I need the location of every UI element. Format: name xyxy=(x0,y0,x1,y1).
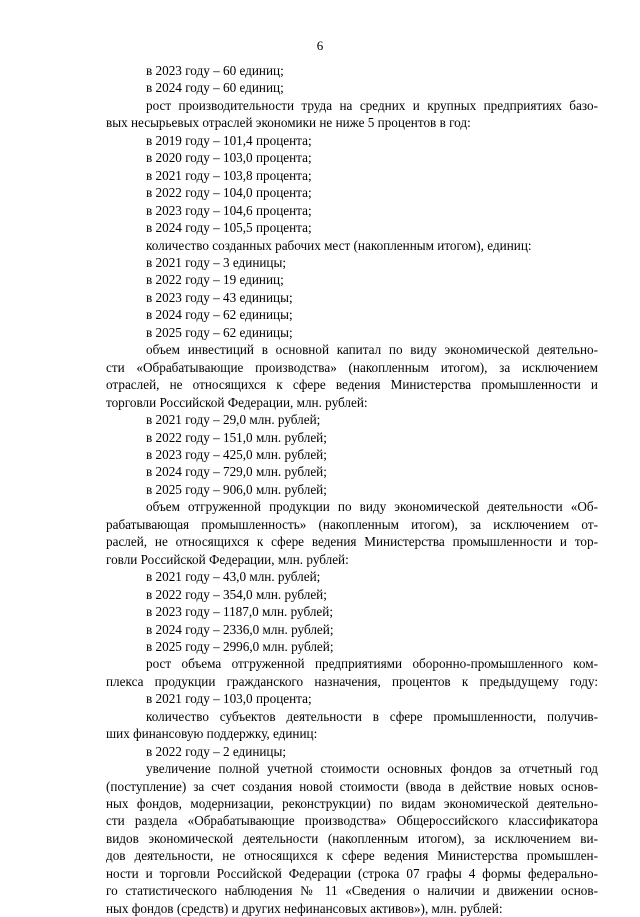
text-line: ных фондов (средств) и других нефинансовых активов»), млн. рублей: xyxy=(106,900,503,916)
text-line: в 2021 году – 103,8 процента; xyxy=(146,167,312,183)
text-line: сти раздела «Обрабатывающие производства» Общероссийского классификатора xyxy=(106,813,598,829)
text-line: ности и торговли Российской Федерации (строка 07 графы 4 формы федерально- xyxy=(106,865,598,881)
text-line: в 2024 году – 2336,0 млн. рублей; xyxy=(146,621,334,637)
text-line: в 2024 году – 62 единицы; xyxy=(146,307,293,323)
text-line: рабатывающая промышленность» (накопленным итогом), за исключением от- xyxy=(106,516,598,532)
text-line: в 2023 году – 104,6 процента; xyxy=(146,202,312,218)
text-line: в 2025 году – 2996,0 млн. рублей; xyxy=(146,638,334,654)
document-body xyxy=(106,62,598,917)
text-line: в 2022 году – 2 единицы; xyxy=(146,743,287,759)
text-line: торговли Российской Федерации, млн. рублей: xyxy=(106,394,368,410)
text-line: в 2024 году – 60 единиц; xyxy=(146,80,284,96)
text-line: рост объема отгруженной предприятиями оборонно-промышленного ком- xyxy=(146,656,598,672)
text-line: в 2023 году – 60 единиц; xyxy=(146,63,284,78)
text-line: в 2023 году – 425,0 млн. рублей; xyxy=(146,446,327,462)
text-line: говли Российской Федерации, млн. рублей: xyxy=(106,551,349,567)
text-line: в 2022 году – 354,0 млн. рублей; xyxy=(146,586,327,602)
text-line: объем инвестиций в основной капитал по виду экономической деятельно- xyxy=(146,342,598,358)
text-line: в 2023 году – 43 единицы; xyxy=(146,289,293,305)
text-line: отраслей, не относящихся к сфере ведения Министерства промышленности и xyxy=(106,377,598,393)
text-line: вых несырьевых отраслей экономики не ниже 5 процентов в год: xyxy=(106,115,471,131)
text-line: количество субъектов деятельности в сфере промышленности, получив- xyxy=(146,708,598,724)
text-line: в 2022 году – 19 единиц; xyxy=(146,272,284,288)
text-line: в 2021 году – 103,0 процента; xyxy=(146,691,312,707)
text-line: в 2023 году – 1187,0 млн. рублей; xyxy=(146,604,334,620)
text-line: ших финансовую поддержку, единиц: xyxy=(106,726,318,742)
text-line: ных фондов, модернизации, реконструкции) по видам экономической деятельно- xyxy=(106,796,598,812)
text-line: в 2025 году – 906,0 млн. рублей; xyxy=(146,481,327,497)
text-line: в 2021 году – 29,0 млн. рублей; xyxy=(146,412,321,428)
text-line: объем отгруженной продукции по виду экономической деятельности «Об- xyxy=(146,499,598,515)
text-line: в 2020 году – 103,0 процента; xyxy=(146,150,312,166)
text-line: в 2021 году – 43,0 млн. рублей; xyxy=(146,569,321,585)
text-line: раслей, не относящихся к сфере ведения Министерства промышленности и тор- xyxy=(106,534,598,550)
text-line: плекса продукции гражданского назначения, процентов к предыдущему году: xyxy=(106,673,598,689)
text-line: рост производительности труда на средних и крупных предприятиях базо- xyxy=(146,97,598,113)
text-line: в 2024 году – 729,0 млн. рублей; xyxy=(146,464,327,480)
text-line: в 2021 году – 3 единицы; xyxy=(146,254,287,270)
text-line: в 2022 году – 104,0 процента; xyxy=(146,185,312,201)
text-line: в 2022 году – 151,0 млн. рублей; xyxy=(146,429,327,445)
text-line: количество созданных рабочих мест (накопленным итогом), единиц: xyxy=(146,237,532,253)
text-line: го статистического наблюдения № 11 «Сведения о наличии и движении основ- xyxy=(106,883,598,899)
text-line: в 2025 году – 62 единицы; xyxy=(146,324,293,340)
text-line: видов экономической деятельности (накопленным итогом), за исключением ви- xyxy=(106,830,598,846)
text-line: в 2024 году – 105,5 процента; xyxy=(146,220,312,236)
page-number: 6 xyxy=(316,38,324,53)
text-line: сти «Обрабатывающие производства» (накопленным итогом), за исключением xyxy=(106,359,598,375)
text-line: дов деятельности, не относящихся к сфере ведения Министерства промышлен- xyxy=(106,848,598,864)
text-line: (поступление) за счет создания новой стоимости (ввода в действие новых основ- xyxy=(106,778,598,794)
text-line: в 2019 году – 101,4 процента; xyxy=(146,132,312,148)
text-line: увеличение полной учетной стоимости основных фондов за отчетный год xyxy=(146,761,598,777)
